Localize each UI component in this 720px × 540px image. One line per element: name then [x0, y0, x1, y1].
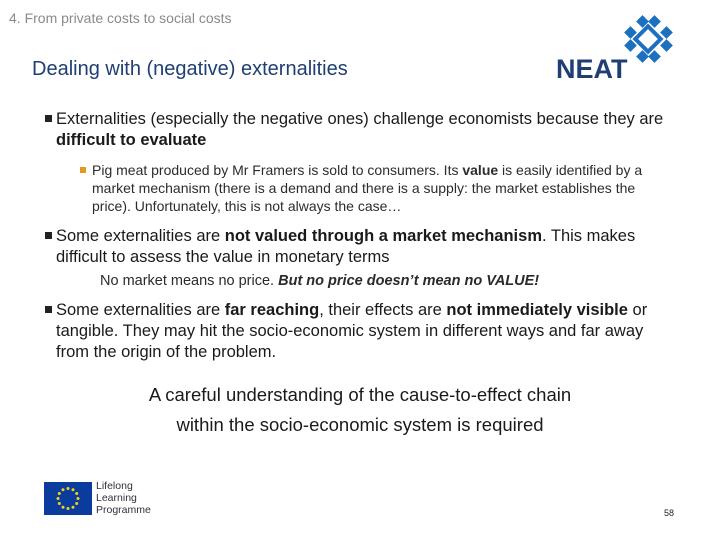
- page-number: 58: [664, 508, 675, 518]
- programme-line: Programme: [96, 504, 151, 516]
- bullet-text: Some externalities are: [56, 301, 225, 319]
- bullet-text: Externalities (especially the negative ones) challenge economists because they are: [56, 110, 664, 128]
- conclusion-line-1: A careful understanding of the cause-to-effect chain: [148, 384, 572, 405]
- no-price-note: [100, 273, 539, 289]
- square-bullet-icon: [45, 306, 52, 313]
- conclusion-statement: [100, 380, 620, 440]
- square-bullet-icon: [80, 167, 86, 173]
- square-bullet-icon: [45, 115, 52, 122]
- note-emphasis: But no price doesn’t mean no VALUE!: [278, 273, 540, 289]
- sub-bullet-text: is easily identified by a market mechanism (there is a demand and there is a supply: the market establishes the price). Unfortunately, this is not always the case…: [92, 162, 643, 214]
- bullet-text: or tangible. They may hit the socio-economic system in different ways and far away from the origin of the problem.: [56, 301, 648, 361]
- sub-bullet-pig-meat: [80, 161, 672, 215]
- bullet-emphasis: difficult to evaluate: [56, 131, 207, 149]
- bullet-emphasis: not valued through a market mechanism: [224, 227, 542, 245]
- bullet-far-reaching: [45, 300, 666, 363]
- programme-line: Lifelong: [96, 480, 133, 492]
- bullet-emphasis: not immediately visible: [446, 301, 628, 319]
- sub-bullet-emphasis: value: [462, 162, 499, 178]
- bullet-not-valued-by-market: [45, 226, 666, 268]
- neat-logo-mark-icon: [624, 15, 673, 63]
- bullet-emphasis: far reaching: [224, 301, 320, 319]
- bullet-text: Some externalities are: [56, 227, 225, 245]
- neat-logo: [554, 14, 676, 82]
- programme-line: Learning: [96, 492, 137, 504]
- note-text: No market means no price.: [100, 273, 279, 289]
- eu-flag-icon: [44, 482, 92, 515]
- square-bullet-icon: [45, 232, 52, 239]
- bullet-text: , their effects are: [319, 301, 447, 319]
- bullet-difficult-to-evaluate: [45, 109, 666, 151]
- section-header: 4. From private costs to social costs: [9, 10, 232, 26]
- sub-bullet-text: Pig meat produced by Mr Framers is sold to consumers. Its: [92, 162, 463, 178]
- conclusion-line-2: within the socio-economic system is required: [176, 414, 544, 435]
- neat-logo-text: NEAT: [556, 54, 628, 82]
- lifelong-learning-programme-label: [96, 480, 151, 516]
- slide-title: Dealing with (negative) externalities: [32, 58, 348, 80]
- bullet-text: . This makes difficult to assess the value in monetary terms: [56, 227, 636, 266]
